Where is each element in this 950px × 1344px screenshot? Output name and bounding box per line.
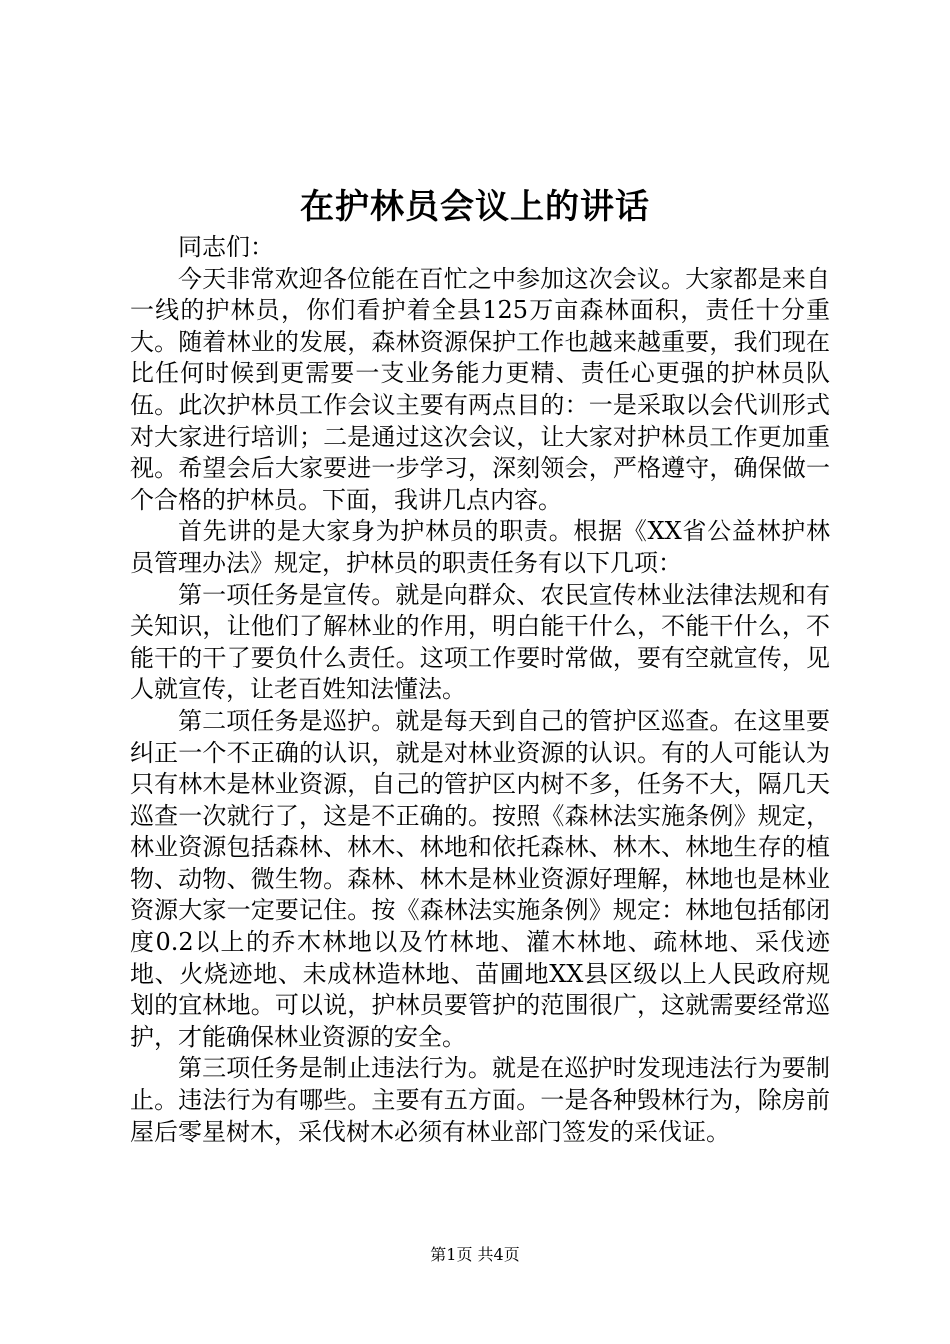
paragraph-opening: 今天非常欢迎各位能在百忙之中参加这次会议。大家都是来自一线的护林员，你们看护着全县125万亩森林面积，责任十分重大。随着林业的发展，森林资源保护工作也越来越重要，我们现在比任何时候到更需要一支业务能力更精、责任心更强的护林员队伍。此次护林员工作会议主要有两点目的：一是采取以会代训形式对大家进行培训；二是通过这次会议，让大家对护林员工作更加重视。希望会后大家要进一步学习，深刻领会，严格遵守，确保做一个合格的护林员。下面，我讲几点内容。: [130, 264, 830, 514]
paragraph-salutation: 同志们：: [178, 233, 274, 261]
document-title: 在护林员会议上的讲话: [300, 187, 650, 227]
paragraph-task-3: 第三项任务是制止违法行为。就是在巡护时发现违法行为要制止。违法行为有哪些。主要有五方面。一是各种毁林行为，除房前屋后零星树木，采伐树木必须有林业部门签发的采伐证。: [130, 1054, 830, 1146]
paragraph-task-1: 第一项任务是宣传。就是向群众、农民宣传林业法律法规和有关知识，让他们了解林业的作用，明白能干什么，不能干什么，不能干的干了要负什么责任。这项工作要时常做，要有空就宣传，见人就宣传，让老百姓知法懂法。: [130, 580, 830, 704]
document-body: [130, 232, 830, 1148]
paragraph-task-2: 第二项任务是巡护。就是每天到自己的管护区巡查。在这里要纠正一个不正确的认识，就是对林业资源的认识。有的人可能认为只有林木是林业资源，自己的管护区内树不多，任务不大，隔几天巡查一次就行了，这是不正确的。按照《森林法实施条例》规定，林业资源包括森林、林木、林地和依托森林、林木、林地生存的植物、动物、微生物。森林、林木是林业资源好理解，林地也是林业资源大家一定要记住。按《森林法实施条例》规定：林地包括郁闭度0.2以上的乔木林地以及竹林地、灌木林地、疏林地、采伐迹地、火烧迹地、未成林造林地、苗圃地XX县区级以上人民政府规划的宜林地。可以说，护林员要管护的范围很广，这就需要经常巡护，才能确保林业资源的安全。: [130, 706, 830, 1051]
paragraph-duties-intro: 首先讲的是大家身为护林员的职责。根据《XX省公益林护林员管理办法》规定，护林员的职责任务有以下几项：: [130, 517, 830, 577]
page-footer: 第1页 共4页: [430, 1245, 520, 1264]
